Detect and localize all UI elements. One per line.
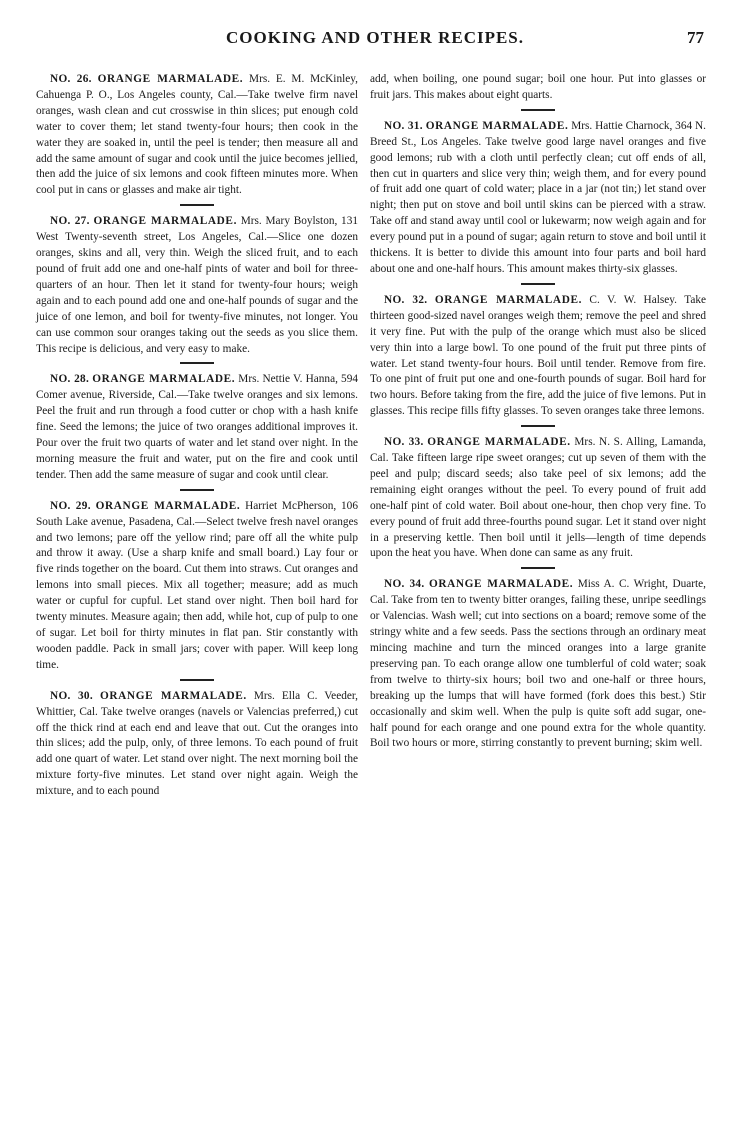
recipe-26 <box>36 72 358 199</box>
recipe-title: ORANGE MARMALADE. <box>97 73 244 85</box>
recipe-number: NO. 33. <box>384 436 424 449</box>
page-number: 77 <box>687 28 704 47</box>
section-divider <box>521 425 555 427</box>
recipe-27 <box>36 214 358 357</box>
recipe-body: Mrs. Ella C. Veeder, Whittier, Cal. Take twelve oranges (navels or Valencias preferred,) cut off the thick rind at each end and leave that out. Cut the oranges into thin slices; add the pulp, only, of three lemons. To each pound of fruit add one quart of water. Let stand over night. The next morning boil the mixture forty-five minutes. Let stand over night again. Weigh the mixture, and to each pound <box>36 689 358 798</box>
recipe-body: Harriet McPherson, 106 South Lake avenue, Pasadena, Cal.—Select twelve fresh navel oranges and two lemons; pare off the yellow rind; pare off all the white pulp and throw it away. (Use a sharp knife and small board.) Lay four or five rinds together on the board. Cut them into straws. Cut oranges and lemons into small pieces. Mix all together; measure; add as much water or cupful for cupful. Let stand over night. Then boil hard for twenty minutes. Measure again; then add, while hot, cup of pulp to one of sugar. Let boil for thirty minutes in flat pan. Stir constantly with wooden paddle. Pack in small jars; cover with paper. Will keep long time. <box>36 499 358 671</box>
recipe-title: ORANGE MARMALADE. <box>427 436 571 449</box>
recipe-title: ORANGE MARMALADE. <box>100 689 247 702</box>
recipe-30-continued <box>370 72 706 104</box>
recipe-body: Mrs. E. M. McKinley, Cahuenga P. O., Los Angeles county, Cal.—Take twelve firm navel oranges, wash clean and cut crosswise in thin slices; put enough cold water to cover them; let stand twenty-four hours; then cook in the water they are soaked in, until the peel is tender; then measure all and add the same amount of sugar and cook until the juice becomes jellied, then add the juice of six lemons and cook fifteen minutes more. When cool put in cans or glasses and make air tight. <box>36 73 358 197</box>
recipe-number: NO. 29. <box>50 499 91 512</box>
recipe-number: NO. 30. <box>50 689 94 702</box>
recipe-body: Miss A. C. Wright, Duarte, Cal. Take from ten to twenty bitter oranges, failing these, unripe seedlings or Valencias. Wash well; cut into sections on a board; remove some of the stringy white and a few seeds. Pass the sections through an ordinary meat mincing machine and turn the minced oranges into a large granite preserving pan. To each orange allow one tumblerful of cold water; soak from twelve to thirty-six hours; boil two and one-half or three hours, breaking up the lumps that will have formed (fork does this best.) Stir occasionally and skim well. When the pulp is quite soft add sugar, one-half pound for each orange and one pound extra for the whole quantity. Boil two hours or more, stirring constantly to prevent burning; skim well. <box>370 578 707 750</box>
recipe-title: ORANGE MARMALADE. <box>93 215 237 228</box>
recipe-title: ORANGE MARMALADE. <box>92 373 236 386</box>
recipe-32 <box>370 293 706 420</box>
recipe-body: add, when boiling, one pound sugar; boil one hour. Put into glasses or fruit jars. This makes about eight quarts. <box>370 73 706 101</box>
section-divider <box>521 283 555 285</box>
recipe-number: NO. 28. <box>50 373 90 386</box>
section-divider <box>180 679 214 681</box>
recipe-title: ORANGE MARMALADE. <box>428 578 574 591</box>
recipe-number: NO. 26. <box>50 73 92 85</box>
recipe-number: NO. 32. <box>384 293 428 306</box>
recipe-body: C. V. W. Halsey. Take thirteen good-sized navel oranges weigh them; remove the peel and shred it very fine. Put with the pulp of the orange which must also be sliced very thin into a large bowl. To one pound of the fruit put three pints of water. Let stand twenty-four hours. Boil until tender. Remove from fire. To one pint of fruit put one and one-fourth pounds of sugar. Boil hard for two hours. Before taking from the fire, add the juice of five lemons. Put in glasses. This recipe fills fifty glasses. To seven oranges take three lemons. <box>370 293 706 418</box>
recipe-34 <box>370 577 706 752</box>
recipe-body: Mrs. Nettie V. Hanna, 594 Comer avenue, Riverside, Cal.—Take twelve oranges and six lemons. Peel the fruit and run through a food cutter or chop with a hash knife fine. Seed the lemons; the juice of two oranges additional improves it. Pour over the fruit two quarts of water and let stand over night. In the morning measure the fruit and water, put on the fire and cook until tender. Then add the same measure of sugar and cook until clear. <box>36 373 358 481</box>
section-divider <box>180 489 214 491</box>
recipe-number: NO. 31. <box>384 119 423 132</box>
recipe-title: ORANGE MARMALADE. <box>425 119 569 132</box>
recipe-28 <box>36 372 358 483</box>
page-header <box>0 28 750 52</box>
recipe-29 <box>36 499 358 674</box>
section-divider <box>180 204 214 206</box>
recipe-33 <box>370 435 706 562</box>
recipe-body: Mrs. Mary Boylston, 131 West Twenty-seventh street, Los Angeles, Cal.—Slice one dozen oranges, skins and all, very thin. Weigh the sliced fruit, and to each pound of fruit add one and one-half pints of water and boil for three-quarters of an hour. Then let it stand for twenty-four hours; weigh again and to each pound add one and one-half pounds of sugar and the juice of one lemon, and boil for twenty-five minutes, not longer. You can use common sour oranges taking out the seeds as you slice them. This recipe is delicious, and very easy to make. <box>36 215 358 355</box>
running-title: COOKING AND OTHER RECIPES. <box>225 28 525 47</box>
right-column <box>370 72 706 752</box>
recipe-30 <box>36 689 358 800</box>
section-divider <box>180 362 214 364</box>
recipe-number: NO. 27. <box>50 215 90 228</box>
recipe-title: ORANGE MARMALADE. <box>95 499 241 512</box>
recipe-title: ORANGE MARMALADE. <box>434 293 583 306</box>
recipe-body: Mrs. N. S. Alling, Lamanda, Cal. Take fifteen large ripe sweet oranges; cut up seven of them with the peel and pulp; discard seeds; also take peel of six lemons; add the remaining eight oranges without the peel. To every pound of fruit add one-half pint of cold water. Boil about one-hour, then chop very fine. To every pound of fruit add three-fourths pound sugar. Let it stand over night in a preserving kettle. Then boil until it jells—length of time depends upon the heat you have. When done can same as any fruit. <box>370 436 707 560</box>
recipe-body: Mrs. Hattie Charnock, 364 N. Breed St., Los Angeles. Take twelve good large navel oranges and five good lemons; rub with a cloth until perfectly clean; cut off ends of all, then cut in quarters and slice very thin; weigh them, and for every pound of fruit add one quart of cold water; place in a jar (not tin;) let stand over night; then put on stove and boil until skins can be pierced with a straw. Take off and stand away until cool or lukewarm; now weigh again and for every pound put in a pound of sugar; again return to stove and boil until it thickens. It is better to divide this amount into four parts and boil hard about one and one-half hours. This amount makes thirty-six glasses. <box>370 119 706 275</box>
section-divider <box>521 109 555 111</box>
recipe-number: NO. 34. <box>384 578 425 591</box>
section-divider <box>521 567 555 569</box>
recipe-31 <box>370 119 706 278</box>
left-column <box>36 72 358 800</box>
